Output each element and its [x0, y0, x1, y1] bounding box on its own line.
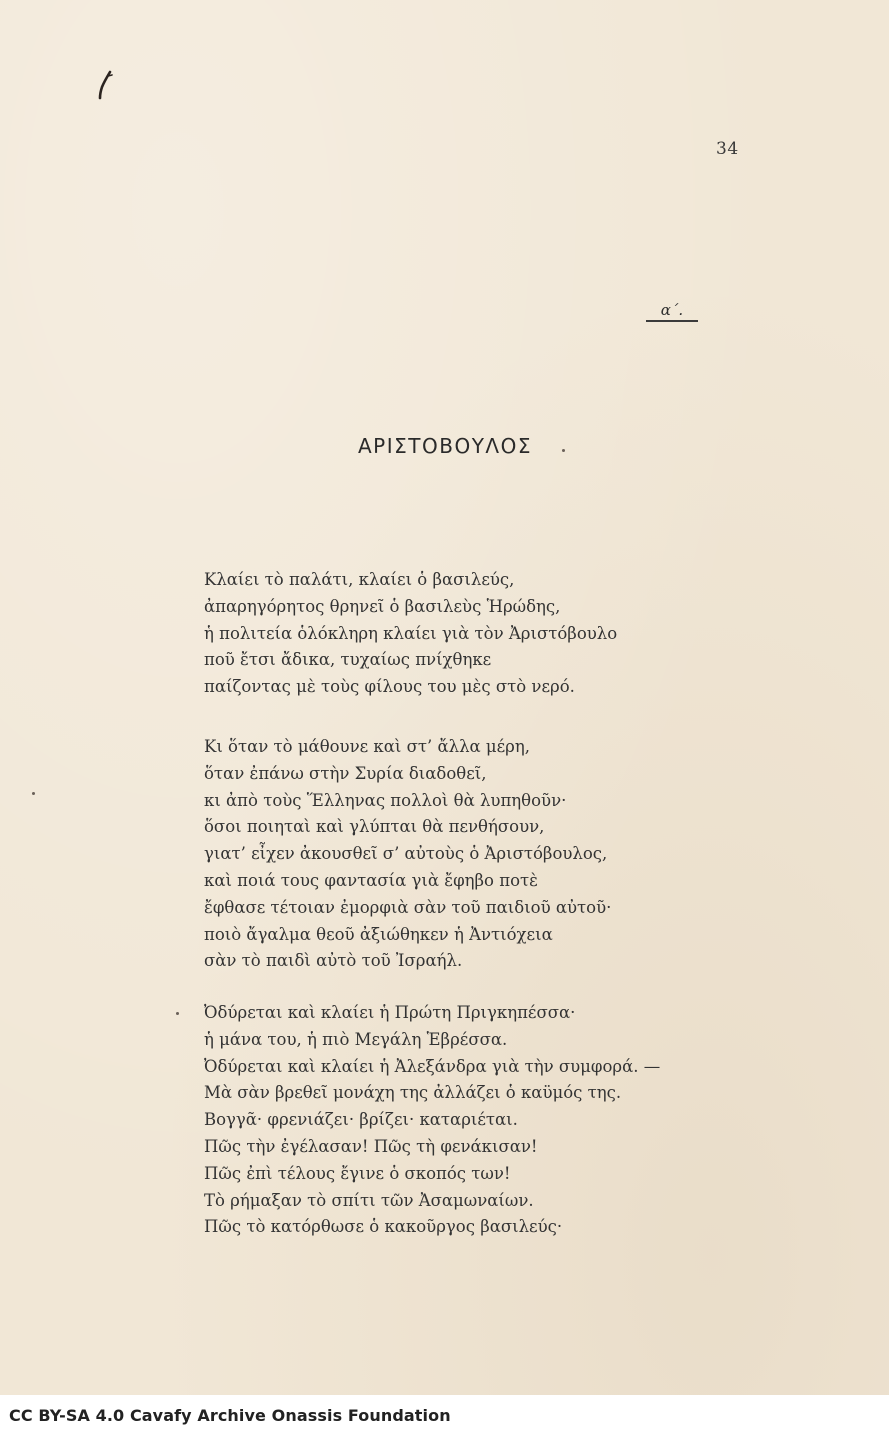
section-underline [646, 320, 698, 322]
license-credit: CC BY-SA 4.0 Cavafy Archive Onassis Foundation [9, 1406, 451, 1425]
poem-line: Κι ὅταν τὸ μάθουνε καὶ στ’ ἄλλα μέρη, [204, 737, 531, 756]
poem-line: ποῦ ἔτσι ἄδικα, τυχαίως πνίχθηκε [204, 650, 492, 670]
poem-line: Πῶς ἐπὶ τέλους ἔγινε ὁ σκοπός των! [204, 1163, 511, 1183]
poem-line: ἡ μάνα του, ἡ πιὸ Μεγάλη Ἑβρέσσα. [204, 1029, 508, 1049]
poem-line: Μὰ σὰν βρεθεῖ μονάχη της ἀλλάζει ὁ καϋμός της. [204, 1083, 622, 1103]
poem-line: Πῶς τὸ κατόρθωσε ὁ κακοῦργος βασιλεύς· [204, 1217, 563, 1237]
poem-line: κι ἀπὸ τοὺς Ἕλληνας πολλοὶ θὰ λυπηθοῦν· [204, 790, 567, 810]
stanza-3 [204, 1000, 660, 1241]
poem-line: ποιὸ ἄγαλμα θεοῦ ἀξιώθηκεν ἡ Ἀντιόχεια [204, 924, 553, 944]
poem-line: γιατ’ εἶχεν ἀκουσθεῖ σ’ αὐτοὺς ὁ Ἀριστόβουλος, [204, 844, 608, 864]
poem-line: Βογγᾶ· φρενιάζει· βρίζει· καταριέται. [204, 1110, 518, 1130]
poem-line: καὶ ποιά τους φαντασία γιὰ ἔφηβο ποτὲ [204, 870, 538, 890]
pencil-mark-icon [96, 70, 116, 102]
poem-line: ὅσοι ποιηταὶ καὶ γλύπται θὰ πενθήσουν, [204, 817, 545, 837]
poem-line: Τὸ ρήμαξαν τὸ σπίτι τῶν Ἀσαμωναίων. [204, 1190, 534, 1210]
stanza-2 [204, 734, 611, 975]
poem-title: ΑΡΙΣΤΟΒΟΥΛΟΣ [358, 434, 532, 458]
section-mark: α΄. [660, 301, 684, 319]
stanza-1 [204, 567, 617, 701]
poem-line: σὰν τὸ παιδὶ αὐτὸ τοῦ Ἰσραήλ. [204, 951, 463, 971]
poem-line: ἡ πολιτεία ὁλόκληρη κλαίει γιὰ τὸν Ἀριστόβουλο [204, 623, 618, 643]
poem-line: Ὀδύρεται καὶ κλαίει ἡ Πρώτη Πριγκηπέσσα· [204, 1003, 576, 1022]
poem-line: Πῶς τὴν ἐγέλασαν! Πῶς τὴ φενάκισαν! [204, 1136, 538, 1156]
poem-line: Κλαίει τὸ παλάτι, κλαίει ὁ βασιλεύς, [204, 570, 515, 589]
poem-line: ἀπαρηγόρητος θρηνεῖ ὁ βασιλεὺς Ἡρώδης, [204, 596, 561, 616]
poem-line: ἔφθασε τέτοιαν ἐμορφιὰ σὰν τοῦ παιδιοῦ αὐτοῦ· [204, 897, 612, 917]
paper-speck [176, 1012, 179, 1015]
paper-speck [32, 792, 35, 795]
poem-line: παίζοντας μὲ τοὺς φίλους του μὲς στὸ νερό. [204, 677, 575, 697]
poem-line: ὅταν ἐπάνω στὴν Συρία διαδοθεῖ, [204, 763, 487, 783]
paper-speck [562, 449, 565, 452]
poem-line: Ὀδύρεται καὶ κλαίει ἡ Ἀλεξάνδρα γιὰ τὴν συμφορά. — [204, 1056, 661, 1076]
page-number: 34 [716, 139, 739, 159]
